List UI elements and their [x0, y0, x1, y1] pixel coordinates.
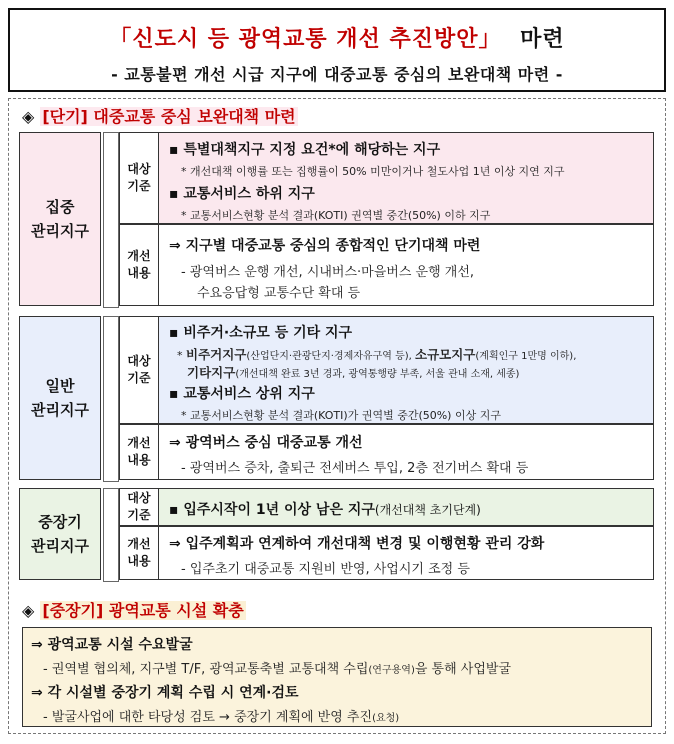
improvement-detail: 수요응답형 교통수단 확대 등	[197, 286, 361, 301]
criteria-note: (개선대책 초기단계)	[374, 503, 481, 517]
label-text: 대상 기준	[127, 491, 151, 522]
target-criteria-label	[119, 316, 159, 424]
long-term-item: ⇒ 각 시설별 중장기 계획 수립 시 연계·검토	[31, 685, 299, 701]
note-small: (산업단지·관광단지·경제자유구역 등),	[246, 351, 415, 362]
criteria-item-text: ▪ 입주시작이 1년 이상 남은 지구	[169, 502, 375, 518]
criteria-item: ▪ 특별대책지구 지정 요건*에 해당하는 지구	[169, 142, 441, 158]
improvement-label	[119, 526, 159, 580]
criteria-note	[187, 363, 519, 381]
long-term-detail	[43, 706, 399, 725]
long-term-box	[22, 627, 652, 727]
criteria-note: * 비주거지구(산업단지·관광단지·경제자유구역 등), 소규모지구(계획인구 1만명 이하),	[177, 347, 577, 362]
long-term-item: ⇒ 광역교통 시설 수요발굴	[31, 637, 193, 653]
long-term-detail	[43, 658, 511, 677]
improvement-detail: - 광역버스 증차, 출퇴근 전세버스 투입, 2층 전기버스 확대 등	[181, 461, 529, 476]
detail-text: - 권역별 협의체, 지구별 T/F, 광역교통축별 교통대책 수립	[43, 662, 369, 677]
page-subtitle: - 교통불편 개선 시급 지구에 대중교통 중심의 보완대책 마련 -	[111, 65, 563, 84]
note-bold: 소규모지구	[415, 347, 476, 362]
group-name: 중장기 관리지구	[31, 513, 89, 555]
label-text: 대상 기준	[127, 354, 151, 385]
improvement-label	[119, 424, 159, 480]
group-divider-bar	[103, 316, 119, 482]
title-box	[8, 8, 666, 92]
target-criteria-label	[119, 132, 159, 224]
note-small: (계획인구 1만명 이하),	[475, 351, 577, 362]
improvement-heading: ⇒ 광역버스 중심 대중교통 개선	[169, 435, 363, 451]
title-tail: 마련	[520, 27, 565, 52]
long-term-heading-text: [중장기] 광역교통 시설 확충	[42, 601, 244, 620]
improvement-detail: - 입주초기 대중교통 지원비 반영, 사업시기 조정 등	[181, 562, 470, 577]
label-text: 대상 기준	[127, 162, 151, 193]
title-main: 신도시 등 광역교통 개선 추진방안	[132, 27, 479, 52]
short-term-heading	[22, 104, 298, 127]
detail-text: 을 통해 사업발굴	[414, 662, 512, 677]
target-criteria-label	[119, 488, 159, 526]
title-bracket-open: 「	[109, 27, 133, 52]
target-criteria-content	[158, 488, 654, 526]
criteria-item	[169, 499, 481, 519]
group-divider-bar	[103, 488, 119, 582]
group-longterm-label	[19, 488, 101, 580]
criteria-item: ▪ 교통서비스 하위 지구	[169, 186, 315, 202]
page-title	[10, 22, 664, 53]
criteria-item: ▪ 교통서비스 상위 지구	[169, 386, 315, 402]
group-name: 일반 관리지구	[31, 377, 89, 419]
diamond-bullet-icon: ◈	[22, 107, 35, 126]
group-intensive-label	[19, 132, 101, 306]
improvement-content	[158, 526, 654, 580]
detail-small: (요청)	[372, 713, 400, 724]
diamond-bullet-icon: ◈	[22, 601, 35, 620]
criteria-note: * 교통서비스현황 분석 결과(KOTI)가 권역별 중간(50%) 이상 지구	[181, 409, 501, 422]
improvement-heading: ⇒ 입주계획과 연계하여 개선대책 변경 및 이행현황 관리 강화	[169, 536, 545, 552]
group-name: 집중 관리지구	[31, 198, 89, 240]
target-criteria-content	[158, 316, 654, 424]
group-divider-bar	[103, 132, 119, 308]
title-bracket-close: 」	[478, 27, 502, 52]
improvement-detail: - 광역버스 운행 개선, 시내버스·마을버스 운행 개선,	[181, 265, 475, 280]
label-text: 개선 내용	[127, 436, 151, 467]
long-term-heading	[22, 598, 246, 621]
label-text: 개선 내용	[127, 249, 151, 280]
criteria-note: * 교통서비스현황 분석 결과(KOTI) 권역별 중간(50%) 이하 지구	[181, 209, 491, 222]
target-criteria-content	[158, 132, 654, 224]
improvement-heading: ⇒ 지구별 대중교통 중심의 종합적인 단기대책 마련	[169, 238, 481, 254]
detail-text: - 발굴사업에 대한 타당성 검토 → 중장기 계획에 반영 추진	[43, 710, 373, 725]
note-small: (개선대책 완료 3년 경과, 광역통행량 부족, 서울 관내 소재, 세종)	[235, 369, 520, 380]
criteria-item: ▪ 비주거·소규모 등 기타 지구	[169, 325, 353, 341]
improvement-content	[158, 224, 654, 306]
criteria-note: * 개선대책 이행률 또는 집행률이 50% 미만이거나 철도사업 1년 이상 지연 지구	[181, 165, 565, 178]
improvement-label	[119, 224, 159, 306]
note-bold: 비주거지구	[186, 347, 247, 362]
short-term-heading-text: [단기] 대중교통 중심 보완대책 마련	[42, 107, 296, 126]
improvement-content	[158, 424, 654, 480]
group-general-label	[19, 316, 101, 480]
detail-small: (연구용역)	[368, 665, 415, 676]
label-text: 개선 내용	[127, 537, 151, 568]
note-bold: 기타지구	[187, 365, 236, 380]
